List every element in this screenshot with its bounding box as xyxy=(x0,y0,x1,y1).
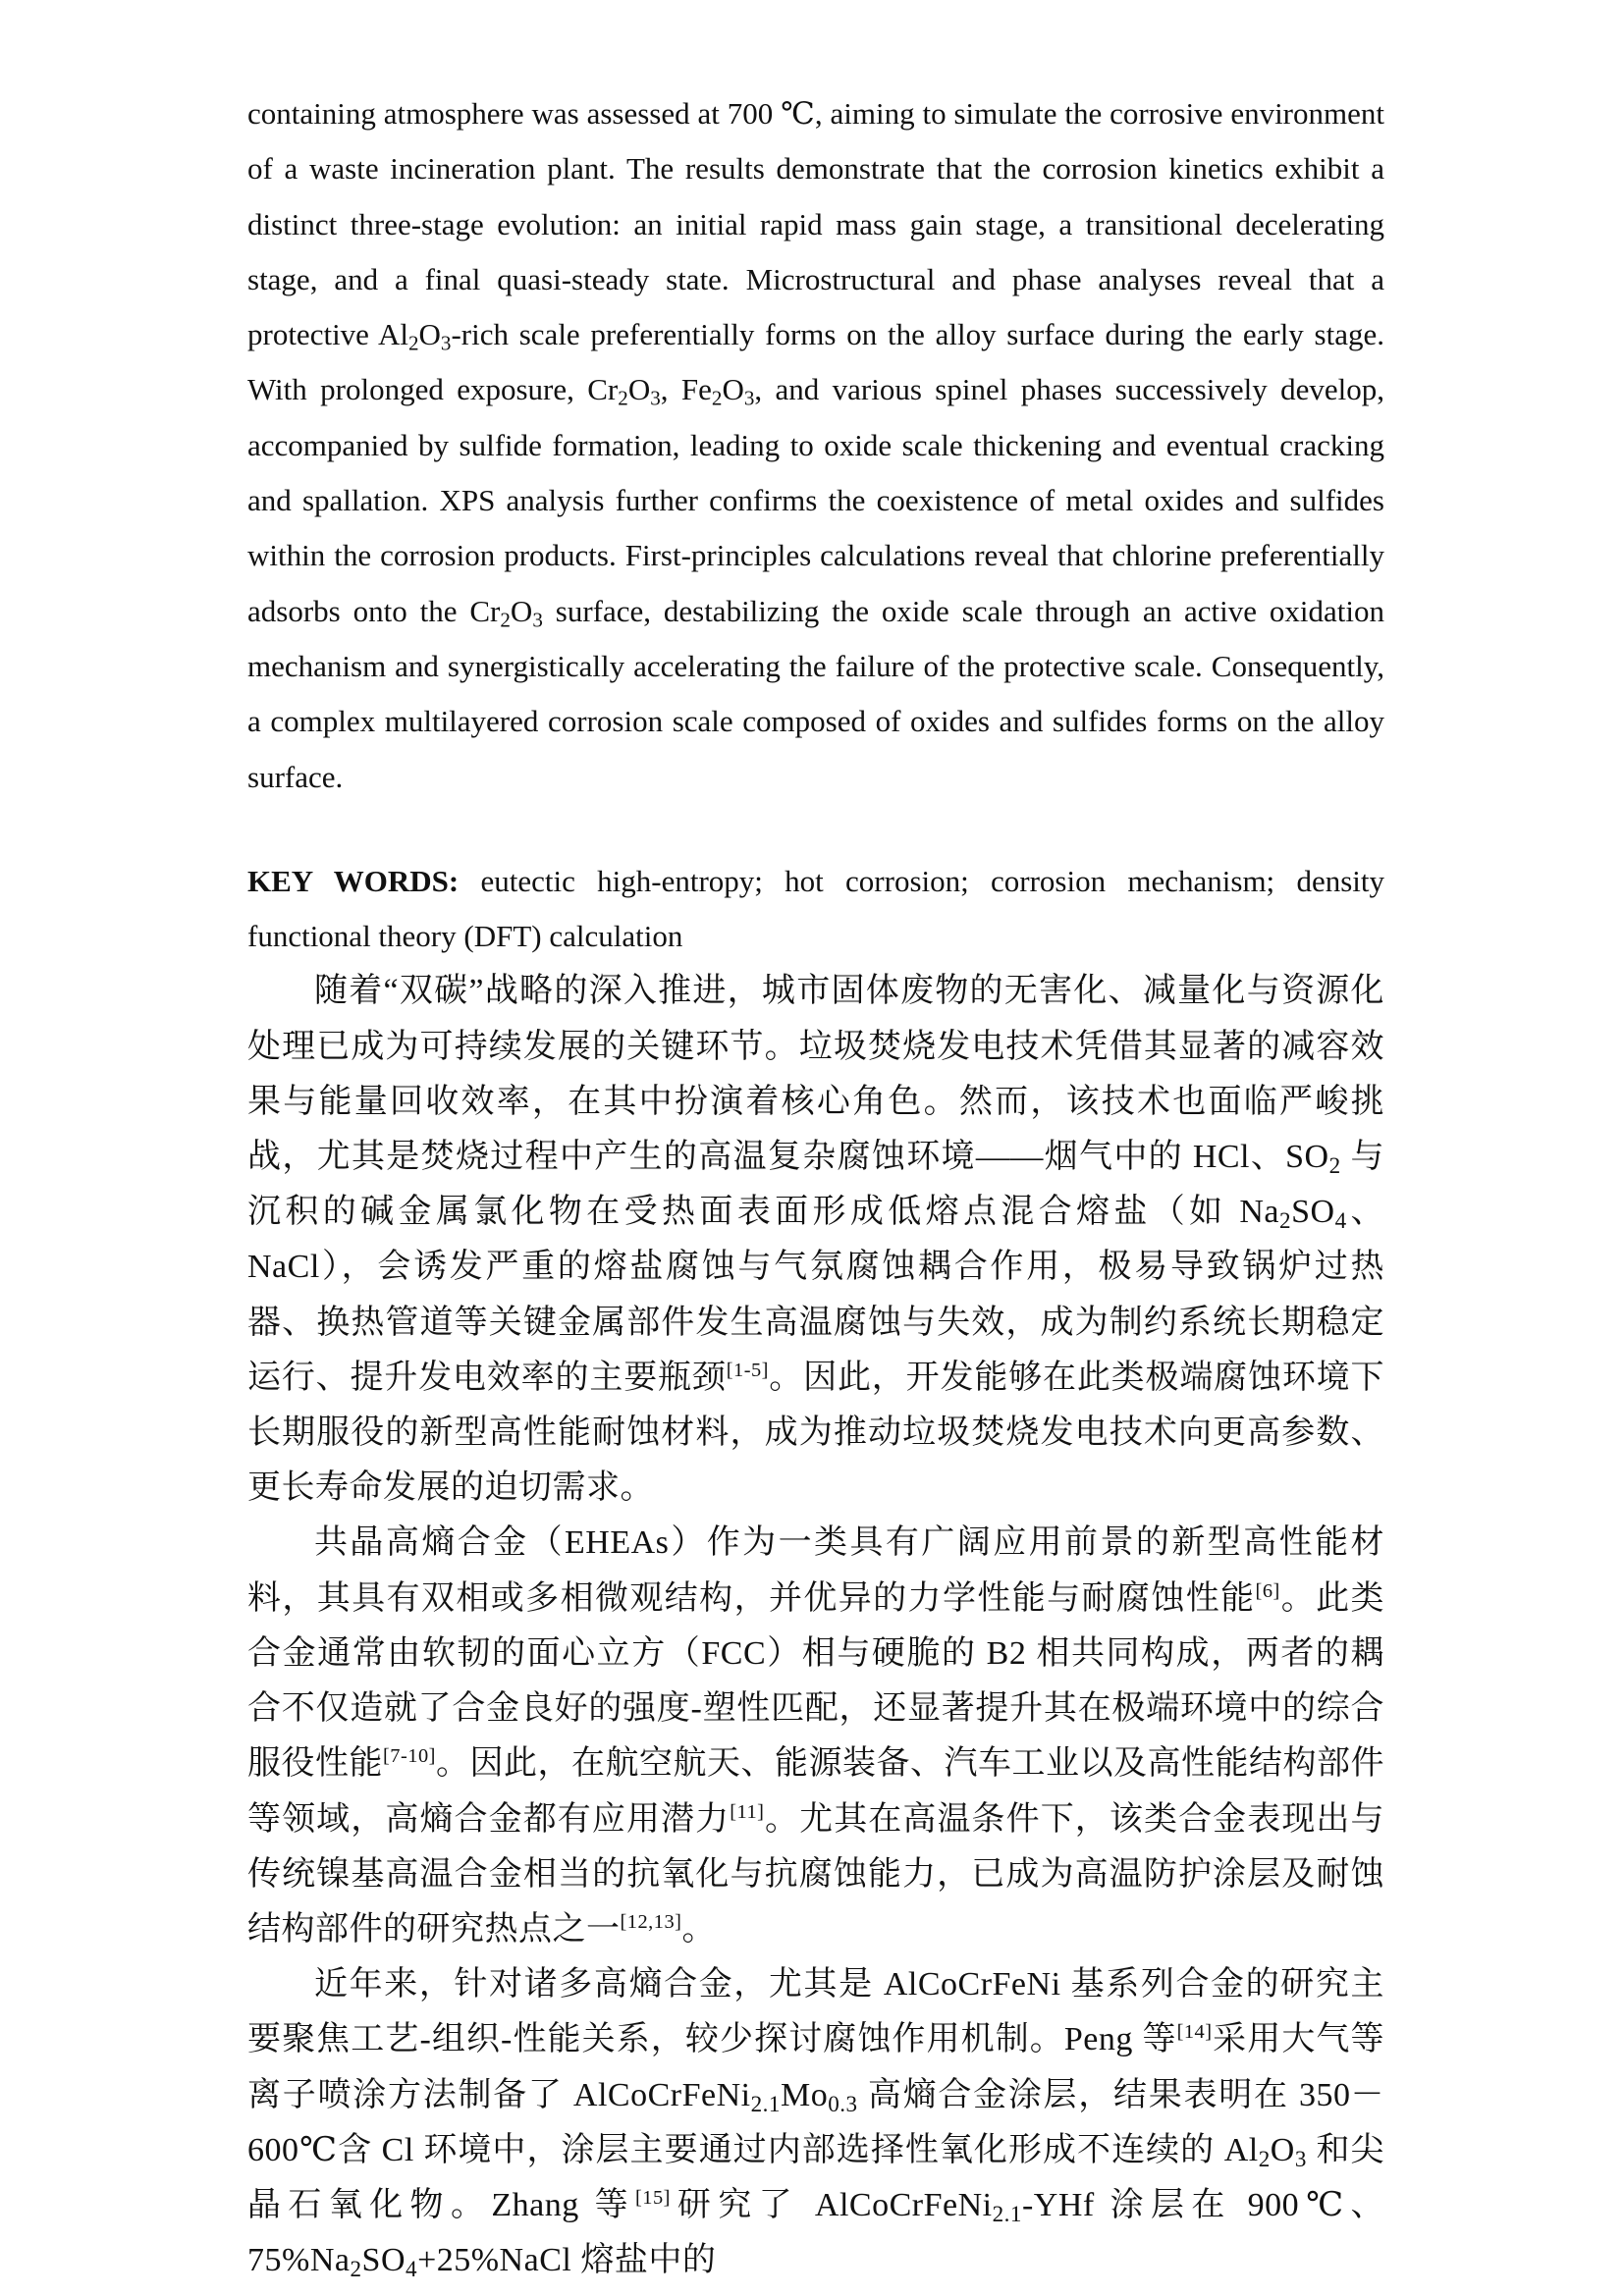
key-words-text: eutectic high-entropy; hot corrosion; corrosion mechanism; density functional theory (DFT) calculation xyxy=(247,863,1384,954)
abstract-text: O xyxy=(418,317,441,352)
body-text: +25%NaCl 熔盐中的 xyxy=(417,2242,717,2279)
body-text: 共晶高熵合金（EHEAs）作为一类具有广阔应用前景的新型高性能材料，其具有双相或多相微观结构，并优异的力学性能与耐腐蚀性能 xyxy=(247,1524,1384,1617)
body-text: 、NaCl），会诱发严重的熔盐腐蚀与气氛腐蚀耦合作用，极易导致锅炉过热器、换热管道等关键金属部件发生高温腐蚀与失效，成为制约系统长期稳定运行、提升发电效率的主要瓶颈 xyxy=(247,1194,1384,1396)
body-paragraph-3 xyxy=(247,1957,1384,2288)
subscript: 2 xyxy=(711,386,723,410)
abstract-text: O xyxy=(627,372,651,407)
abstract-text: , Fe xyxy=(660,372,712,407)
body-text: 。因此，开发能够在此类极端腐蚀环境下长期服役的新型高性能耐蚀材料，成为推动垃圾焚烧发电技术向更高参数、更长寿命发展的迫切需求。 xyxy=(247,1359,1385,1507)
abstract-text: O xyxy=(510,593,533,628)
subscript: 2 xyxy=(618,386,628,410)
body-text: SO xyxy=(361,2242,406,2279)
body-text: 研究了 AlCoCrFeNi xyxy=(670,2186,993,2223)
body-text: 高熵合金涂层，结果表明在 350－600℃含 Cl 环境中，涂层主要通过内部选择性氧化形成不连续的 Al xyxy=(247,2076,1384,2168)
subscript: 2.1 xyxy=(750,2091,781,2117)
body-text: -YHf 涂层在 900℃、75%Na xyxy=(247,2186,1384,2279)
body-text: 随着“双碳”战略的深入推进，城市固体废物的无害化、减量化与资源化处理已成为可持续发展的关键环节。垃圾焚烧发电技术凭借其显著的减容效果与能量回收效率，在其中扮演着核心角色。然而，该技术也面临严峻挑战，尤其是焚烧过程中产生的高温复杂腐蚀环境——烟气中的 HCl、SO xyxy=(247,973,1384,1176)
citation-ref: [11] xyxy=(730,1800,765,1823)
citation-ref: [7-10] xyxy=(383,1745,436,1768)
body-text: 采用大气等离子喷涂方法制备了 AlCoCrFeNi xyxy=(247,2021,1384,2113)
body-text: 。 xyxy=(681,1910,716,1948)
abstract-paragraph xyxy=(247,86,1384,805)
body-paragraph-1 xyxy=(247,964,1384,1516)
subscript: 2 xyxy=(1258,2146,1271,2172)
page-content xyxy=(247,86,1384,2288)
subscript: 2 xyxy=(500,607,511,631)
subscript: 0.3 xyxy=(828,2091,858,2117)
body-text: 。因此，在航空航天、能源装备、汽车工业以及高性能结构部件等领域，高熵合金都有应用潜力 xyxy=(247,1745,1385,1838)
body-paragraph-2 xyxy=(247,1516,1384,1957)
citation-ref: [15] xyxy=(634,2186,671,2209)
body-text: Mo xyxy=(780,2076,829,2113)
subscript: 2 xyxy=(350,2256,362,2282)
abstract-text: containing atmosphere was assessed at 700 ℃, aiming to simulate the corrosive environment of a waste incineration plant. The results demonstrate that the corrosion kinetics exhibit a distinct three-stage evolution: an initial rapid mass gain stage, a transitional decelerating stage, and a final quasi-steady state. Microstructural and phase analyses reveal that a protective Al xyxy=(247,96,1384,352)
citation-ref: [14] xyxy=(1176,2021,1213,2044)
abstract-text: -rich scale preferentially forms on the alloy surface during the early stage. With prolonged exposure, Cr xyxy=(247,317,1384,407)
subscript: 3 xyxy=(440,331,452,355)
body-text: 近年来，针对诸多高熵合金，尤其是 AlCoCrFeNi 基系列合金的研究主要聚焦工艺-组织-性能关系，较少探讨腐蚀作用机制。Peng 等 xyxy=(247,1966,1384,2058)
subscript: 3 xyxy=(650,386,661,410)
citation-ref: [6] xyxy=(1255,1579,1280,1602)
subscript: 4 xyxy=(1334,1208,1347,1235)
key-words-label: KEY WORDS: xyxy=(247,863,460,898)
body-text: 与沉积的碱金属氯化物在受热面表面形成低熔点混合熔盐（如 Na xyxy=(247,1139,1384,1231)
subscript: 3 xyxy=(743,386,755,410)
abstract-text: , and various spinel phases successively develop, accompanied by sulfide formation, leading to oxide scale thickening and eventual cracking and spallation. XPS analysis further confirms the coexistence of metal oxides and sulfides within the corrosion products. First-principles calculations reveal that chlorine preferentially adsorbs onto the Cr xyxy=(247,372,1384,628)
subscript: 2 xyxy=(1328,1152,1341,1179)
body-text: SO xyxy=(1291,1194,1335,1231)
body-text: 。此类合金通常由软韧的面心立方（FCC）相与硬脆的 B2 相共同构成，两者的耦合不仅造就了合金良好的强度-塑性匹配，还显著提升其在极端环境中的综合服役性能 xyxy=(247,1579,1385,1783)
key-words xyxy=(247,854,1384,965)
body-text: 和尖晶石氧化物。Zhang 等 xyxy=(247,2131,1384,2223)
subscript: 2.1 xyxy=(992,2201,1022,2227)
subscript: 3 xyxy=(1294,2146,1307,2172)
abstract-text: surface, destabilizing the oxide scale through an active oxidation mechanism and synergistically accelerating the failure of the protective scale. Consequently, a complex multilayered corrosion scale composed of oxides and sulfides forms on the alloy surface. xyxy=(247,593,1385,794)
subscript: 2 xyxy=(1279,1208,1292,1235)
body-text: 。尤其在高温条件下，该类合金表现出与传统镍基高温合金相当的抗氧化与抗腐蚀能力，已成为高温防护涂层及耐蚀结构部件的研究热点之一 xyxy=(247,1800,1385,1948)
subscript: 4 xyxy=(406,2256,418,2282)
citation-ref: [12,13] xyxy=(620,1910,682,1933)
subscript: 2 xyxy=(407,331,419,355)
subscript: 3 xyxy=(532,607,543,631)
citation-ref: [1-5] xyxy=(726,1359,769,1381)
body-text: O xyxy=(1270,2131,1295,2168)
abstract-text: O xyxy=(722,372,744,407)
